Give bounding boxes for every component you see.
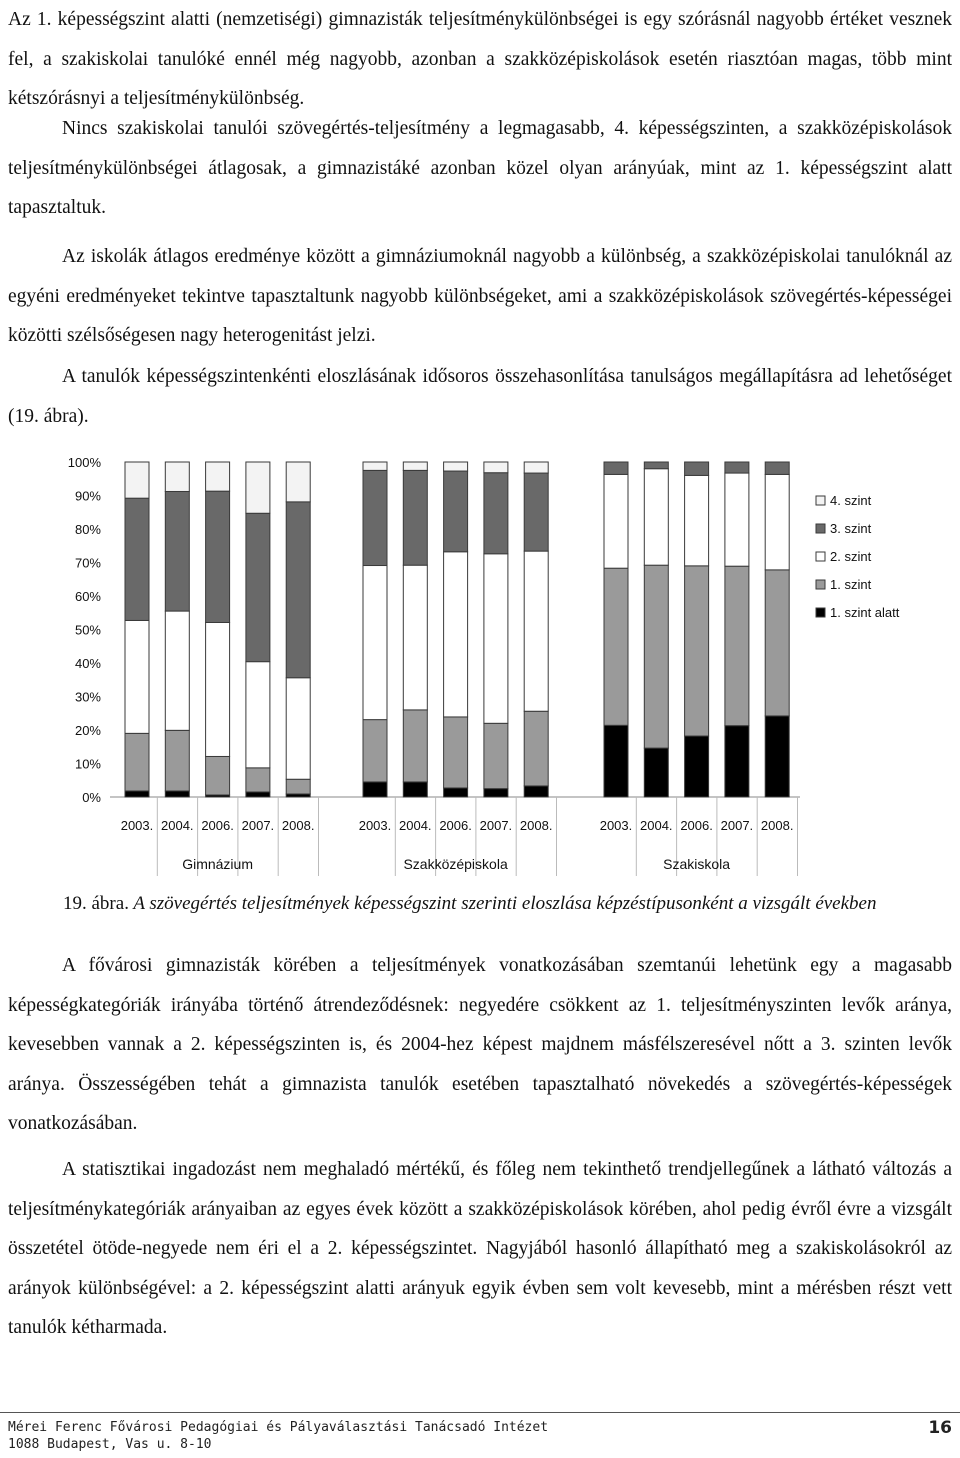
y-tick-label: 10% bbox=[74, 756, 101, 772]
bar-segment bbox=[246, 662, 270, 768]
legend-swatch bbox=[816, 608, 825, 617]
footer-address: 1088 Budapest, Vas u. 8-10 bbox=[8, 1437, 212, 1452]
bar-segment bbox=[246, 513, 270, 661]
y-tick-label: 50% bbox=[74, 622, 101, 638]
bar-segment bbox=[363, 462, 387, 470]
bar-segment bbox=[165, 791, 189, 797]
bar-segment bbox=[725, 473, 749, 566]
bar-segment bbox=[165, 462, 189, 491]
bar-segment bbox=[484, 462, 508, 473]
bar-segment bbox=[125, 791, 149, 797]
group-label: Gimnázium bbox=[182, 856, 253, 872]
bar-segment bbox=[165, 730, 189, 791]
bar-segment bbox=[524, 462, 548, 473]
bar-segment bbox=[685, 475, 709, 565]
bar-segment bbox=[604, 474, 628, 568]
caption-text: A szövegértés teljesítmények képességszint szerinti eloszlása képzéstípusonként a vizsgált években bbox=[133, 893, 877, 914]
bar-segment bbox=[765, 462, 789, 474]
bar-segment bbox=[125, 733, 149, 791]
bar-segment bbox=[286, 462, 310, 502]
x-tick-label: 2007. bbox=[479, 818, 513, 833]
legend-swatch bbox=[816, 524, 825, 533]
y-tick-label: 70% bbox=[74, 555, 101, 571]
x-tick-label: 2003. bbox=[120, 818, 154, 833]
legend-label: 2. szint bbox=[830, 549, 872, 564]
bar-segment bbox=[363, 720, 387, 782]
legend-swatch bbox=[816, 552, 825, 561]
y-tick-label: 100% bbox=[67, 455, 101, 470]
bar-segment bbox=[484, 554, 508, 724]
paragraph-2 bbox=[8, 109, 952, 228]
y-tick-label: 20% bbox=[74, 723, 101, 738]
bar-segment bbox=[444, 471, 468, 552]
x-tick-label: 2003. bbox=[358, 818, 392, 833]
bar-segment bbox=[403, 782, 427, 797]
x-tick-label: 2008. bbox=[519, 818, 553, 833]
y-tick-label: 80% bbox=[74, 522, 101, 537]
x-tick-label: 2004. bbox=[399, 818, 432, 833]
x-tick-label: 2006. bbox=[680, 818, 713, 833]
y-tick-label: 40% bbox=[74, 656, 101, 671]
bar-segment bbox=[165, 611, 189, 730]
bar-segment bbox=[524, 551, 548, 711]
bar-segment bbox=[765, 716, 789, 797]
paragraph-3 bbox=[8, 237, 952, 356]
bar-segment bbox=[685, 736, 709, 797]
group-label: Szakiskola bbox=[663, 856, 731, 872]
bar-segment bbox=[444, 788, 468, 797]
x-tick-label: 2007. bbox=[241, 818, 275, 833]
bar-segment bbox=[286, 502, 310, 678]
bar-segment bbox=[524, 786, 548, 797]
bar-segment bbox=[246, 768, 270, 792]
paragraph-6-text: A statisztikai ingadozást nem meghaladó mértékű, és főleg nem tekinthető trendjellegűnek a látható változás a teljesítménykategóriák arányaiban az egyes évek között a szakközépiskolások körében, ahol pedig évről évre a vizsgált összetétel ötöde-negyede nem éri el a 2. képességszintet. Nagyjából hasonló állapítható meg a szakiskolásokról az arányok különbségével: a 2. képességszint alatti arányuk egyik évben sem volt kevesebb, mint a mérésben részt vett tanulók kétharmada. bbox=[8, 1159, 952, 1338]
bar-segment bbox=[484, 723, 508, 788]
legend-label: 1. szint bbox=[830, 577, 872, 592]
y-tick-label: 0% bbox=[82, 790, 101, 805]
legend-label: 3. szint bbox=[830, 521, 872, 536]
bar-segment bbox=[363, 566, 387, 720]
bar-segment bbox=[524, 473, 548, 551]
y-tick-label: 60% bbox=[74, 589, 101, 604]
bar-segment bbox=[206, 756, 230, 795]
bar-segment bbox=[644, 748, 668, 797]
bar-segment bbox=[644, 462, 668, 469]
x-tick-label: 2004. bbox=[640, 818, 673, 833]
paragraph-2-text: Nincs szakiskolai tanulói szövegértés-teljesítmény a legmagasabb, 4. képességszinten, a szakközépiskolások teljesítménykülönbségei átlagosak, a gimnazistáké azonban közel olyan arányúak, mint az 1. képességszint alatt tapasztaltuk. bbox=[8, 118, 952, 218]
bar-segment bbox=[363, 470, 387, 565]
bar-segment bbox=[246, 462, 270, 513]
bar-segment bbox=[286, 779, 310, 794]
legend-label: 1. szint alatt bbox=[830, 605, 900, 620]
bar-segment bbox=[524, 711, 548, 786]
paragraph-1: Az 1. képességszint alatti (nemzetiségi) gimnazisták teljesítménykülönbségei is egy szórásnál nagyobb értéket vesznek fel, a szakiskolai tanulóké ennél még nagyobb, azonban a szakközépiskolások esetén riasztóan magas, több mint kétszórásnyi a teljesítménykülönbség. bbox=[8, 9, 952, 109]
bar-segment bbox=[644, 469, 668, 565]
bar-segment bbox=[403, 462, 427, 470]
bar-segment bbox=[403, 710, 427, 782]
x-tick-label: 2008. bbox=[760, 818, 794, 833]
x-tick-label: 2004. bbox=[161, 818, 194, 833]
bar-segment bbox=[246, 792, 270, 797]
bar-segment bbox=[206, 491, 230, 622]
x-tick-label: 2006. bbox=[439, 818, 472, 833]
paragraph-4-text: A tanulók képességszintenkénti eloszlásának idősoros összehasonlítása tanulságos megállapításra ad lehetőséget (19. ábra). bbox=[8, 366, 952, 427]
footer-institute: Mérei Ferenc Fővárosi Pedagógiai és Pályaválasztási Tanácsadó Intézet bbox=[8, 1420, 549, 1435]
y-tick-label: 30% bbox=[74, 689, 101, 705]
bar-segment bbox=[685, 462, 709, 475]
bar-segment bbox=[725, 566, 749, 725]
bar-segment bbox=[765, 570, 789, 716]
x-tick-label: 2003. bbox=[599, 818, 633, 833]
bar-segment bbox=[765, 474, 789, 569]
bar-segment bbox=[644, 565, 668, 748]
stacked-bar-chart bbox=[0, 440, 960, 880]
x-tick-label: 2008. bbox=[281, 818, 315, 833]
figure-caption bbox=[63, 893, 876, 915]
legend-swatch bbox=[816, 580, 825, 589]
bar-segment bbox=[125, 498, 149, 620]
paragraph-3-text: Az iskolák átlagos eredménye között a gimnáziumoknál nagyobb a különbség, a szakközépiskolai tanulóknál az egyéni eredményeket tekintve tapasztaltunk nagyobb különbségeket, ami a szakközépiskolások szövegértés-képességei közötti szélsőségesen nagy heterogenitást jelzi. bbox=[8, 246, 952, 346]
x-tick-label: 2007. bbox=[720, 818, 754, 833]
paragraph-6 bbox=[8, 1150, 952, 1348]
bar-segment bbox=[685, 566, 709, 736]
bar-segment bbox=[125, 620, 149, 733]
bar-segment bbox=[725, 462, 749, 473]
bar-segment bbox=[403, 470, 427, 565]
bar-segment bbox=[403, 565, 427, 710]
y-tick-label: 90% bbox=[74, 488, 101, 504]
group-label: Szakközépiskola bbox=[403, 856, 508, 872]
bar-segment bbox=[484, 473, 508, 554]
bar-segment bbox=[363, 782, 387, 797]
bar-segment bbox=[206, 622, 230, 756]
bar-segment bbox=[444, 462, 468, 471]
legend-swatch bbox=[816, 496, 825, 505]
bar-segment bbox=[125, 462, 149, 498]
bar-segment bbox=[725, 726, 749, 797]
bar-segment bbox=[604, 725, 628, 797]
bar-segment bbox=[444, 552, 468, 717]
legend-label: 4. szint bbox=[830, 493, 872, 508]
bar-segment bbox=[604, 568, 628, 725]
bar-segment bbox=[444, 717, 468, 788]
bar-segment bbox=[165, 491, 189, 611]
bar-segment bbox=[484, 789, 508, 797]
x-tick-label: 2006. bbox=[201, 818, 234, 833]
footer-divider bbox=[0, 1412, 960, 1413]
paragraph-4 bbox=[8, 357, 952, 436]
caption-number: 19. ábra. bbox=[63, 893, 129, 914]
bar-segment bbox=[604, 462, 628, 474]
page-number: 16 bbox=[928, 1418, 952, 1438]
paragraph-5-text: A fővárosi gimnazisták körében a teljesítmények vonatkozásában szemtanúi lehetünk egy a magasabb képességkategóriák irányába történő átrendeződésnek: negyedére csökkent az 1. teljesítményszinten levők aránya, kevesebben vannak a 2. képességszinten is, és 2004-hez képest majdnem másfélszeresével nőtt a 3. szinten levők aránya. Összességében tehát a gimnazista tanulók esetében tapasztalható növekedés a szövegértés-képességek vonatkozásában. bbox=[8, 955, 952, 1134]
bar-segment bbox=[286, 678, 310, 780]
paragraph-5 bbox=[8, 946, 952, 1144]
bar-segment bbox=[206, 462, 230, 491]
